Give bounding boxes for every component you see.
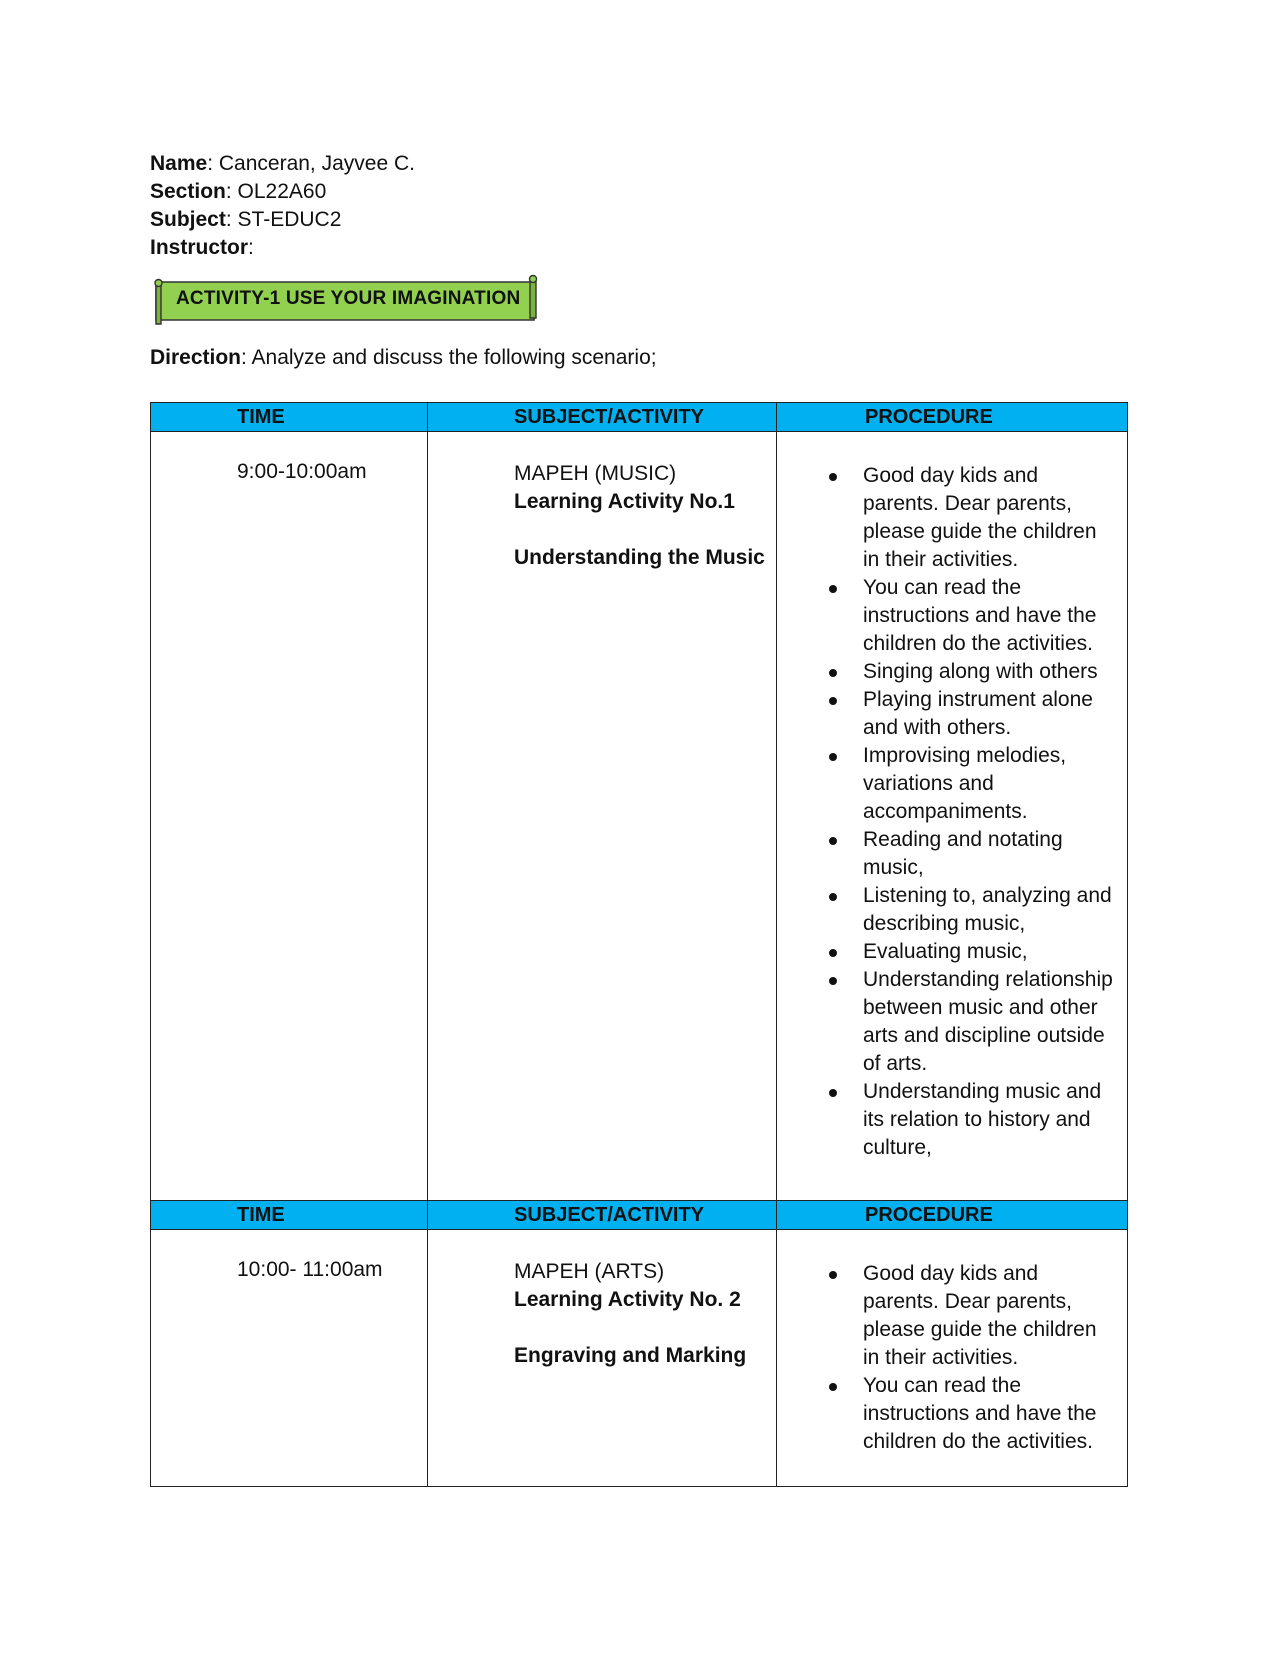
- list-item: Reading and notating music,: [863, 826, 1117, 882]
- subject-cell: [428, 432, 777, 1201]
- procedure-cell: [777, 432, 1128, 1201]
- time-cell: 10:00- 11:00am: [151, 1230, 428, 1487]
- banner-title: ACTIVITY-1 USE YOUR IMAGINATION: [176, 288, 521, 309]
- time-cell: 9:00-10:00am: [151, 432, 428, 1201]
- list-item: Good day kids and parents. Dear parents, please guide the children in their activities.: [863, 462, 1117, 574]
- table-row: [151, 432, 1128, 1201]
- subject-name: MAPEH (ARTS): [514, 1260, 665, 1283]
- direction-line: [150, 346, 657, 370]
- student-info: [150, 150, 415, 262]
- section-label: Section: [150, 180, 226, 203]
- list-item: You can read the instructions and have the children do the activities.: [863, 1372, 1117, 1456]
- procedure-list: [777, 1230, 1127, 1456]
- activity-number: Learning Activity No.1: [514, 490, 735, 513]
- instructor-label: Instructor: [150, 236, 249, 259]
- section-value: : OL22A60: [225, 180, 327, 203]
- list-item: You can read the instructions and have the children do the activities.: [863, 574, 1117, 658]
- list-item: Understanding music and its relation to history and culture,: [863, 1078, 1117, 1162]
- subject-value: : ST-EDUC2: [225, 208, 342, 231]
- activity-number: Learning Activity No. 2: [514, 1288, 741, 1311]
- header-procedure: PROCEDURE: [777, 403, 1128, 432]
- instructor-line: [150, 234, 415, 262]
- list-item: Improvising melodies, variations and accompaniments.: [863, 742, 1117, 826]
- direction-text: : Analyze and discuss the following scenario;: [241, 346, 657, 369]
- direction-label: Direction: [150, 346, 242, 369]
- header-time: TIME: [151, 1201, 428, 1230]
- table-header-row: [151, 403, 1128, 432]
- name-label: Name: [150, 152, 208, 175]
- name-line: [150, 150, 415, 178]
- header-subject-activity: SUBJECT/ACTIVITY: [428, 1201, 777, 1230]
- list-item: Understanding relationship between music and other arts and discipline outside of arts.: [863, 966, 1117, 1078]
- list-item: Listening to, analyzing and describing music,: [863, 882, 1117, 938]
- subject-cell: [428, 1230, 777, 1487]
- list-item: Evaluating music,: [863, 938, 1117, 966]
- list-item: Playing instrument alone and with others.: [863, 686, 1117, 742]
- instructor-value: :: [248, 236, 254, 259]
- name-value: : Canceran, Jayvee C.: [207, 152, 415, 175]
- section-line: [150, 178, 415, 206]
- list-item: Good day kids and parents. Dear parents, please guide the children in their activities.: [863, 1260, 1117, 1372]
- list-item: Singing along with others: [863, 658, 1117, 686]
- procedure-list: [777, 432, 1127, 1162]
- subject-name: MAPEH (MUSIC): [514, 462, 677, 485]
- header-procedure: PROCEDURE: [777, 1201, 1128, 1230]
- table-row: [151, 1230, 1128, 1487]
- activity-topic: Engraving and Marking: [514, 1344, 747, 1367]
- activity-topic: Understanding the Music: [514, 546, 765, 569]
- table-header-row: [151, 1201, 1128, 1230]
- subject-label: Subject: [150, 208, 226, 231]
- header-time: TIME: [151, 403, 428, 432]
- procedure-cell: [777, 1230, 1128, 1487]
- schedule-table: [150, 402, 1128, 1487]
- subject-line: [150, 206, 415, 234]
- activity-banner: [150, 274, 542, 326]
- header-subject-activity: SUBJECT/ACTIVITY: [428, 403, 777, 432]
